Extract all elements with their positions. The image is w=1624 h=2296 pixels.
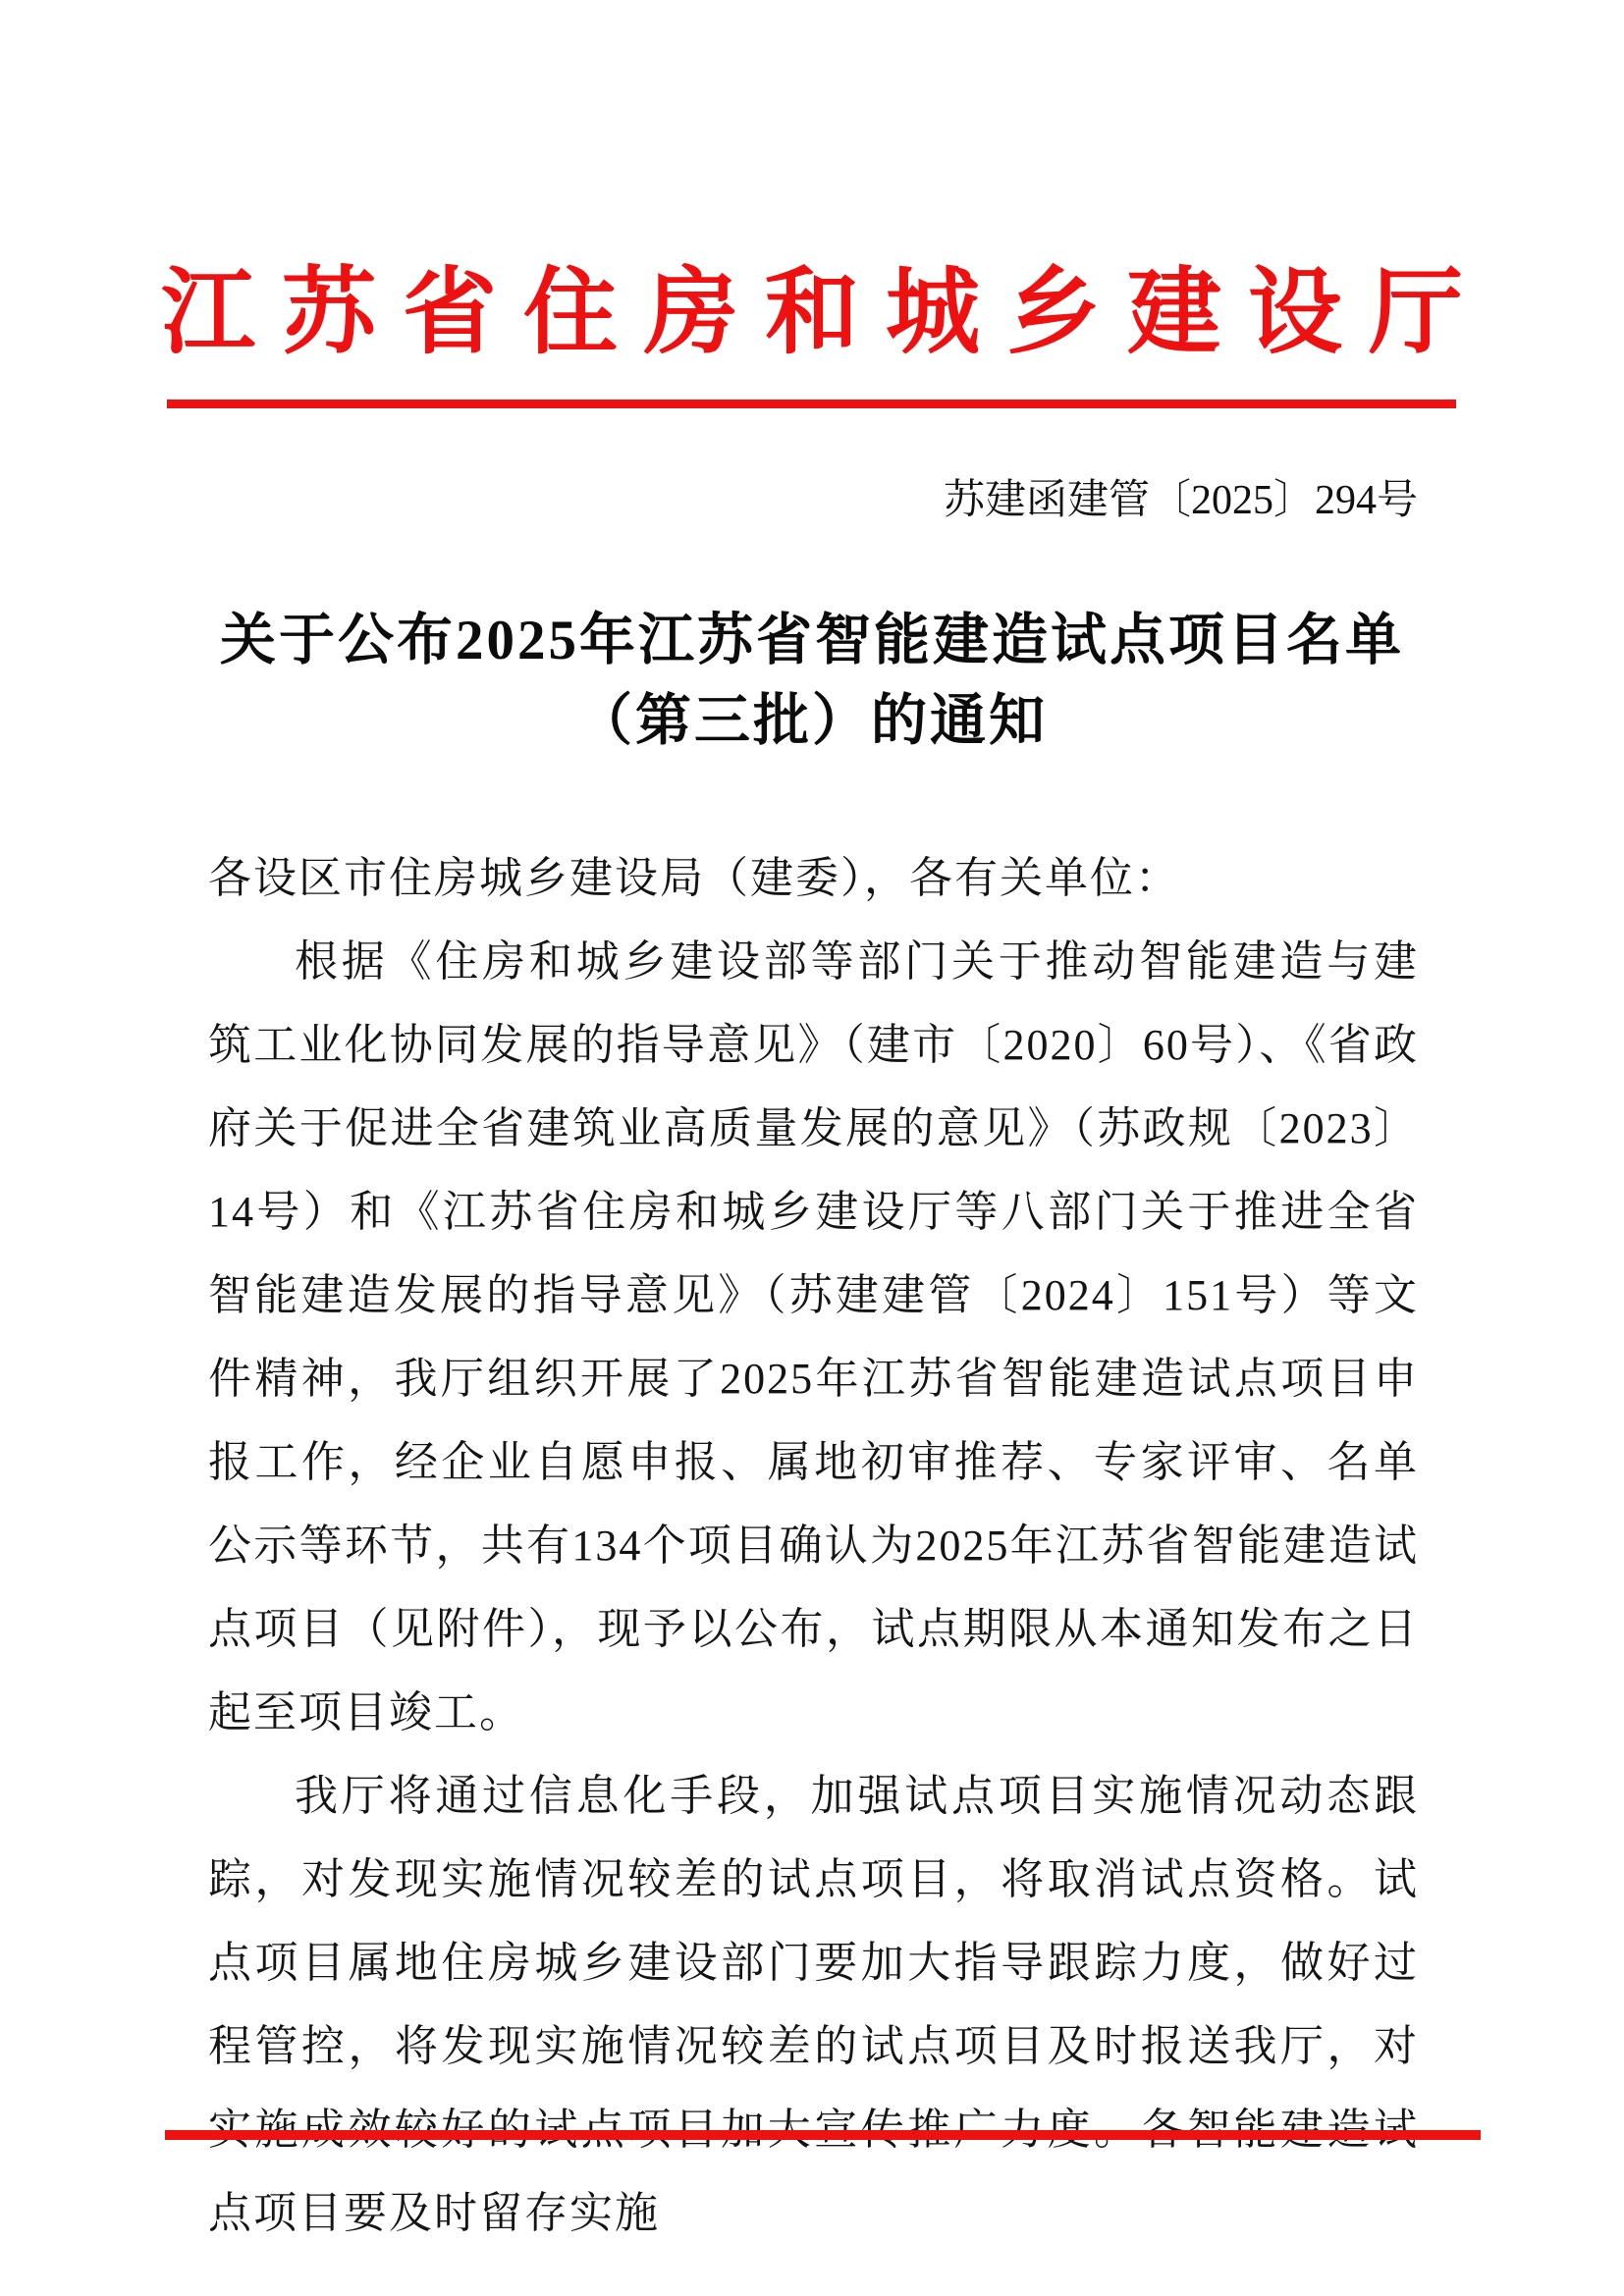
red-divider-bottom [165, 2130, 1481, 2140]
notice-title-line1: 关于公布2025年江苏省智能建造试点项目名单 [220, 610, 1404, 671]
red-divider-top [167, 400, 1456, 408]
notice-title [0, 601, 1624, 762]
letterhead-agency-name: 江苏省住房和城乡建设厅 [161, 260, 1489, 365]
notice-title-line2: （第三批）的通知 [576, 690, 1048, 752]
body-paragraph-2: 我厅将通过信息化手段，加强试点项目实施情况动态跟踪，对发现实施情况较差的试点项目，将取消试点资格。试点项目属地住房城乡建设部门要加大指导跟踪力度，做好过程管控，将发现实施情况较差的试点项目及时报送我厅，对实施成效较好的试点项目加大宣传推广力度。各智能建造试点项目要及时留存实施 [208, 1772, 1419, 2237]
document-number: 苏建函建管〔2025〕294号 [943, 478, 1418, 523]
document-body [208, 836, 1419, 2255]
salutation: 各设区市住房城乡建设局（建委），各有关单位： [208, 854, 1180, 902]
body-paragraph-1: 根据《住房和城乡建设部等部门关于推动智能建造与建筑工业化协同发展的指导意见》（建市〔2020〕60号）、《省政府关于促进全省建筑业高质量发展的意见》（苏政规〔2023〕14号）和《江苏省住房和城乡建设厅等八部门关于推进全省智能建造发展的指导意见》（苏建建管〔2024〕151号）等文件精神，我厅组织开展了2025年江苏省智能建造试点项目申报工作，经企业自愿申报、属地初审推荐、专家评审、名单公示等环节，共有134个项目确认为2025年江苏省智能建造试点项目（见附件），现予以公布，试点期限从本通知发布之日起至项目竣工。 [208, 937, 1419, 1736]
